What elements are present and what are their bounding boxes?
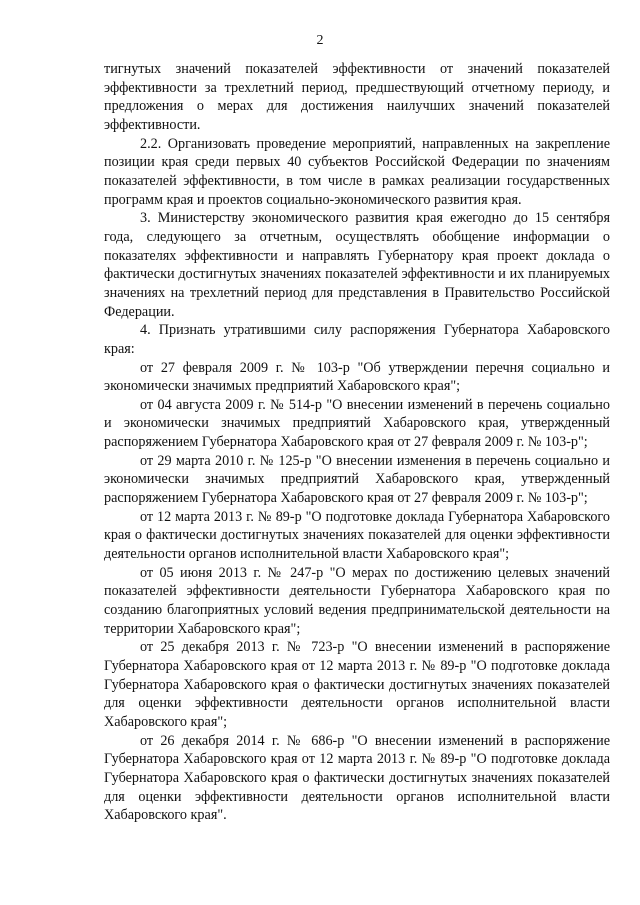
paragraph-3: 3. Министерству экономического развития края ежегодно до 15 сентября года, следующего за отчетным, осуществлять обобщение информации о показателях эффективности и направлять Губернатору края проект доклада о фактически достигнутых значениях показателей эффективности и их планируемых значениях на трехлетний период для представления в Правительство Российской Федерации.	[104, 210, 610, 320]
paragraph-4: 4. Признать утратившими силу распоряжения Губернатора Хабаровского края:	[104, 322, 610, 357]
document-body	[104, 60, 610, 825]
repealed-order-item: от 12 марта 2013 г. № 89-р "О подготовке доклада Губернатора Хабаровского края о фактически достигнутых значениях показателей для оценки эффективности деятельности органов исполнительной власти Хабаровского края";	[104, 508, 610, 563]
repealed-order-item: от 29 марта 2010 г. № 125-р "О внесении изменения в перечень социально и экономически значимых предприятий Хабаровского края, утвержденный распоряжением Губернатора Хабаровского края от 27 февраля 2009 г. № 103-р";	[104, 452, 610, 507]
repealed-order-item: от 25 декабря 2013 г. № 723-р "О внесении изменений в распоряжение Губернатора Хабаровского края от 12 марта 2013 г. № 89-р "О подготовке доклада Губернатора Хабаровского края о фактически достигнутых значениях показателей для оценки эффективности деятельности органов исполнительной власти Хабаровского края";	[104, 639, 610, 730]
repealed-order-item: от 05 июня 2013 г. № 247-р "О мерах по достижению целевых значений показателей эффективности деятельности Губернатора Хабаровского края по созданию благоприятных условий ведения предпринимательской деятельности на территории Хабаровского края";	[104, 564, 610, 637]
page-number: 2	[316, 33, 324, 48]
repealed-order-item: от 26 декабря 2014 г. № 686-р "О внесении изменений в распоряжение Губернатора Хабаровского края от 12 марта 2013 г. № 89-р "О подготовке доклада Губернатора Хабаровского края о фактически достигнутых значениях показателей для оценки эффективности деятельности органов исполнительной власти Хабаровского края".	[104, 732, 610, 824]
paragraph-continuation: тигнутых значений показателей эффективности от значений показателей эффективности за трехлетний период, предшествующий отчетному периоду, и предложения о мерах для достижения наилучших значений показателей эффективности.	[104, 61, 610, 133]
repealed-order-item: от 27 февраля 2009 г. № 103-р "Об утверждении перечня социально и экономически значимых предприятий Хабаровского края";	[104, 359, 610, 395]
paragraph-2-2: 2.2. Организовать проведение мероприятий, направленных на закрепление позиции края среди первых 40 субъектов Российской Федерации по значениям показателей эффективности, в том числе в рамках реализации государственных программ края и проектов социально-экономического развития края.	[104, 135, 610, 208]
repealed-order-item: от 04 августа 2009 г. № 514-р "О внесении изменений в перечень социально и экономически значимых предприятий Хабаровского края, утвержденный распоряжением Губернатора Хабаровского края от 27 февраля 2009 г. № 103-р";	[104, 396, 610, 451]
